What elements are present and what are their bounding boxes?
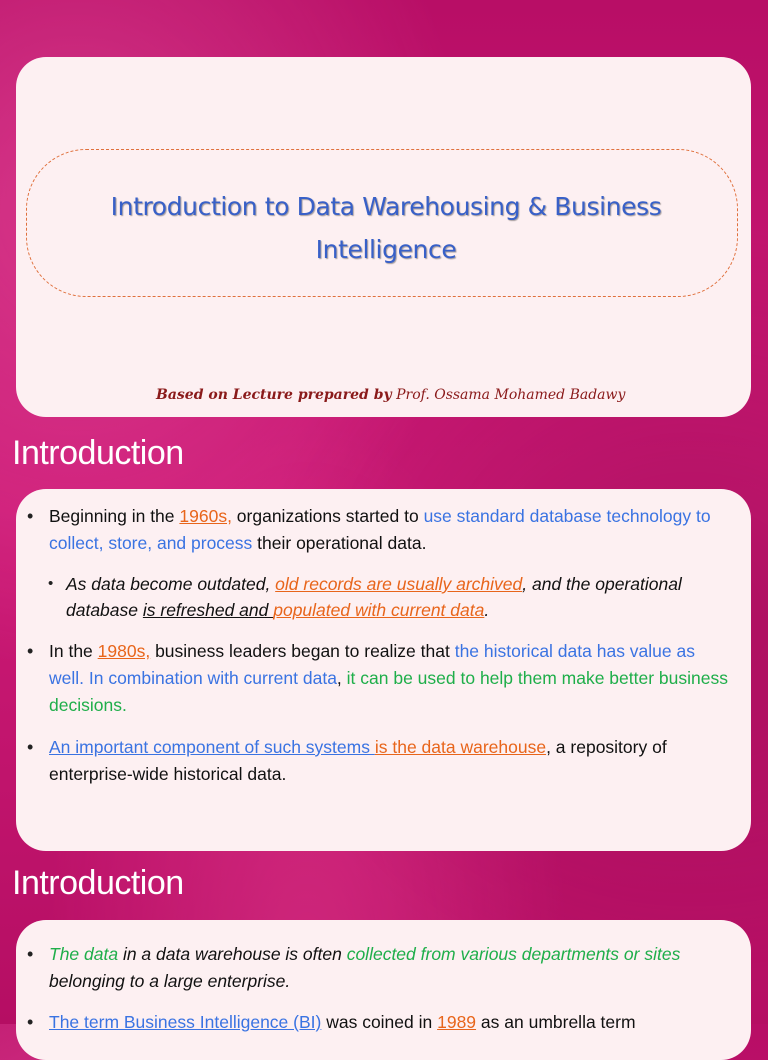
bullet-dot: •	[27, 506, 34, 526]
text: , a repository of enterprise-wide historical data.	[49, 737, 667, 784]
text: their operational data.	[252, 533, 427, 553]
section-heading: Introduction	[12, 864, 184, 902]
byline-author: Prof. Ossama Mohamed Badawy	[391, 387, 626, 403]
highlight-text: The data	[49, 944, 119, 964]
text: In the	[49, 641, 98, 661]
bullet-dot: •	[48, 575, 54, 592]
text: , and the operational database	[66, 574, 682, 620]
highlight-text: use standard database technology to collect, store, and process	[49, 506, 711, 553]
highlight-text: 1960s,	[179, 506, 232, 526]
byline-label: Based on Lecture prepared by	[156, 387, 392, 403]
highlight-text: 1980s,	[97, 641, 151, 661]
title-slide	[16, 57, 751, 417]
highlight-text: it can be used to help them make better business decisions.	[49, 668, 728, 715]
text: in a data warehouse is often	[118, 944, 347, 964]
highlight-text: populated with current data	[273, 600, 485, 620]
text: ,	[336, 668, 347, 688]
bullet-dot: •	[27, 737, 34, 757]
text: belonging to a large enterprise.	[49, 971, 291, 991]
bullet-item	[27, 941, 744, 995]
highlight-text: 1989	[437, 1012, 477, 1032]
content-card	[16, 920, 751, 1060]
section-heading: Introduction	[12, 434, 184, 472]
text: business leaders began to realize that	[150, 641, 455, 661]
text: .	[484, 600, 490, 620]
highlight-text: the historical data has value as well. In combination with current data	[49, 641, 695, 688]
text: was coined in	[321, 1012, 438, 1032]
bullet-item	[27, 638, 729, 719]
sub-bullet-item	[48, 571, 726, 623]
bullet-dot: •	[27, 944, 34, 964]
bullet-dot: •	[27, 1012, 34, 1032]
slide-title: Introduction to Data Warehousing & Business Intelligence	[110, 192, 662, 264]
highlight-text: old records are usually archived	[275, 574, 523, 594]
highlight-text: is the data warehouse	[374, 737, 547, 757]
highlight-text: collected from various departments or sites	[346, 944, 681, 964]
byline	[156, 387, 625, 403]
underlined-text: is refreshed and	[142, 600, 274, 620]
bullet-item	[27, 503, 729, 557]
text: Beginning in the	[49, 506, 180, 526]
content-card	[16, 489, 751, 851]
highlight-text: The term Business Intelligence (BI)	[49, 1012, 322, 1032]
text: as an umbrella term	[476, 1012, 636, 1032]
text: As data become outdated,	[66, 574, 276, 594]
bullet-item	[27, 1009, 744, 1036]
text: organizations started to	[231, 506, 424, 526]
highlight-text: An important component of such systems	[49, 737, 375, 757]
bullet-dot: •	[27, 641, 34, 661]
bullet-item	[27, 734, 729, 788]
